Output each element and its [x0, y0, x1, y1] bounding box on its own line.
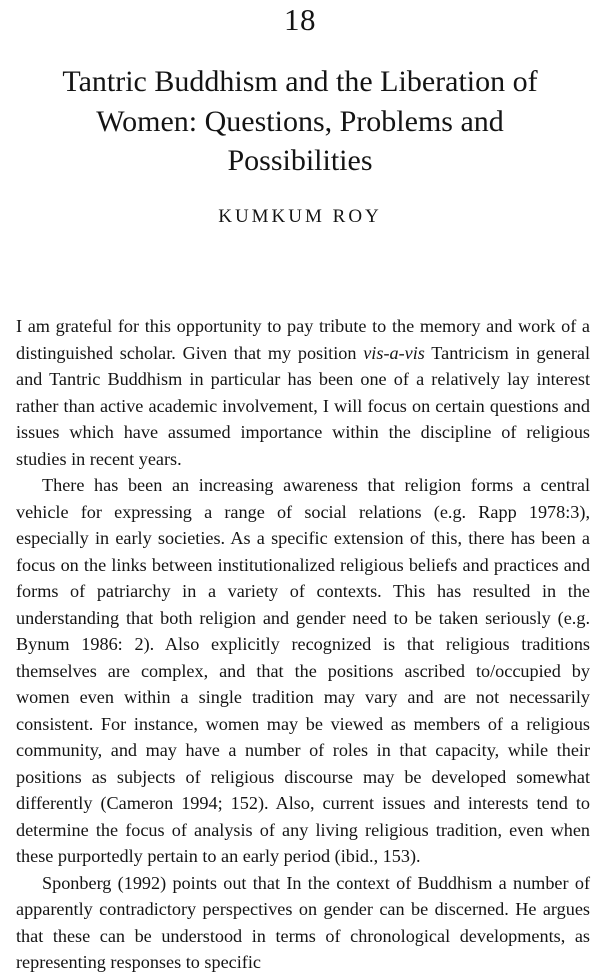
paragraph-1-italic: vis-a-vis	[363, 342, 425, 363]
body-text	[16, 313, 590, 976]
paragraph-1-text-a: I am grateful for this opportunity to pay tribute to the memory and work of a distinguished scholar. Given that my position	[16, 316, 590, 363]
paragraph-3: Sponberg (1992) points out that In the context of Buddhism a number of apparently contradictory perspectives on gender can be discerned. He argues that these can be understood in terms of chronological developments, as representing responses to specific	[16, 872, 590, 972]
chapter-number: 18	[284, 2, 316, 37]
paragraph-1	[16, 313, 590, 472]
author-name: KUMKUM ROY	[218, 206, 382, 227]
paragraph-2: There has been an increasing awareness that religion forms a central vehicle for expressing a range of social relations (e.g. Rapp 1978:3), especially in early societies. As a specific extension of this, there has been a focus on the links between institutionalized religious beliefs and practices and forms of patriarchy in a variety of contexts. This has resulted in the understanding that both religion and gender need to be taken seriously (e.g. Bynum 1986: 2). Also explicitly recognized is that religious traditions themselves are complex, and that the positions ascribed to/occupied by women even within a single tradition may vary and are not necessarily consistent. For instance, women may be viewed as members of a religious community, and may have a number of roles in that capacity, while their positions as subjects of religious discourse may be developed somewhat differently (Cameron 1994; 152). Also, current issues and interests tend to determine the focus of analysis of any living religious tradition, even when these purportedly pertain to an early period (ibid., 153).	[16, 475, 590, 866]
chapter-title: Tantric Buddhism and the Liberation of Women: Questions, Problems and Possibilities	[62, 65, 538, 177]
paragraph-1-text-b: Tantricism in general and Tantric Buddhism in particular has been one of a relatively lay interest rather than active academic involvement, I will focus on certain questions and issues which have assumed importance within the discipline of religious studies in recent years.	[16, 342, 591, 469]
